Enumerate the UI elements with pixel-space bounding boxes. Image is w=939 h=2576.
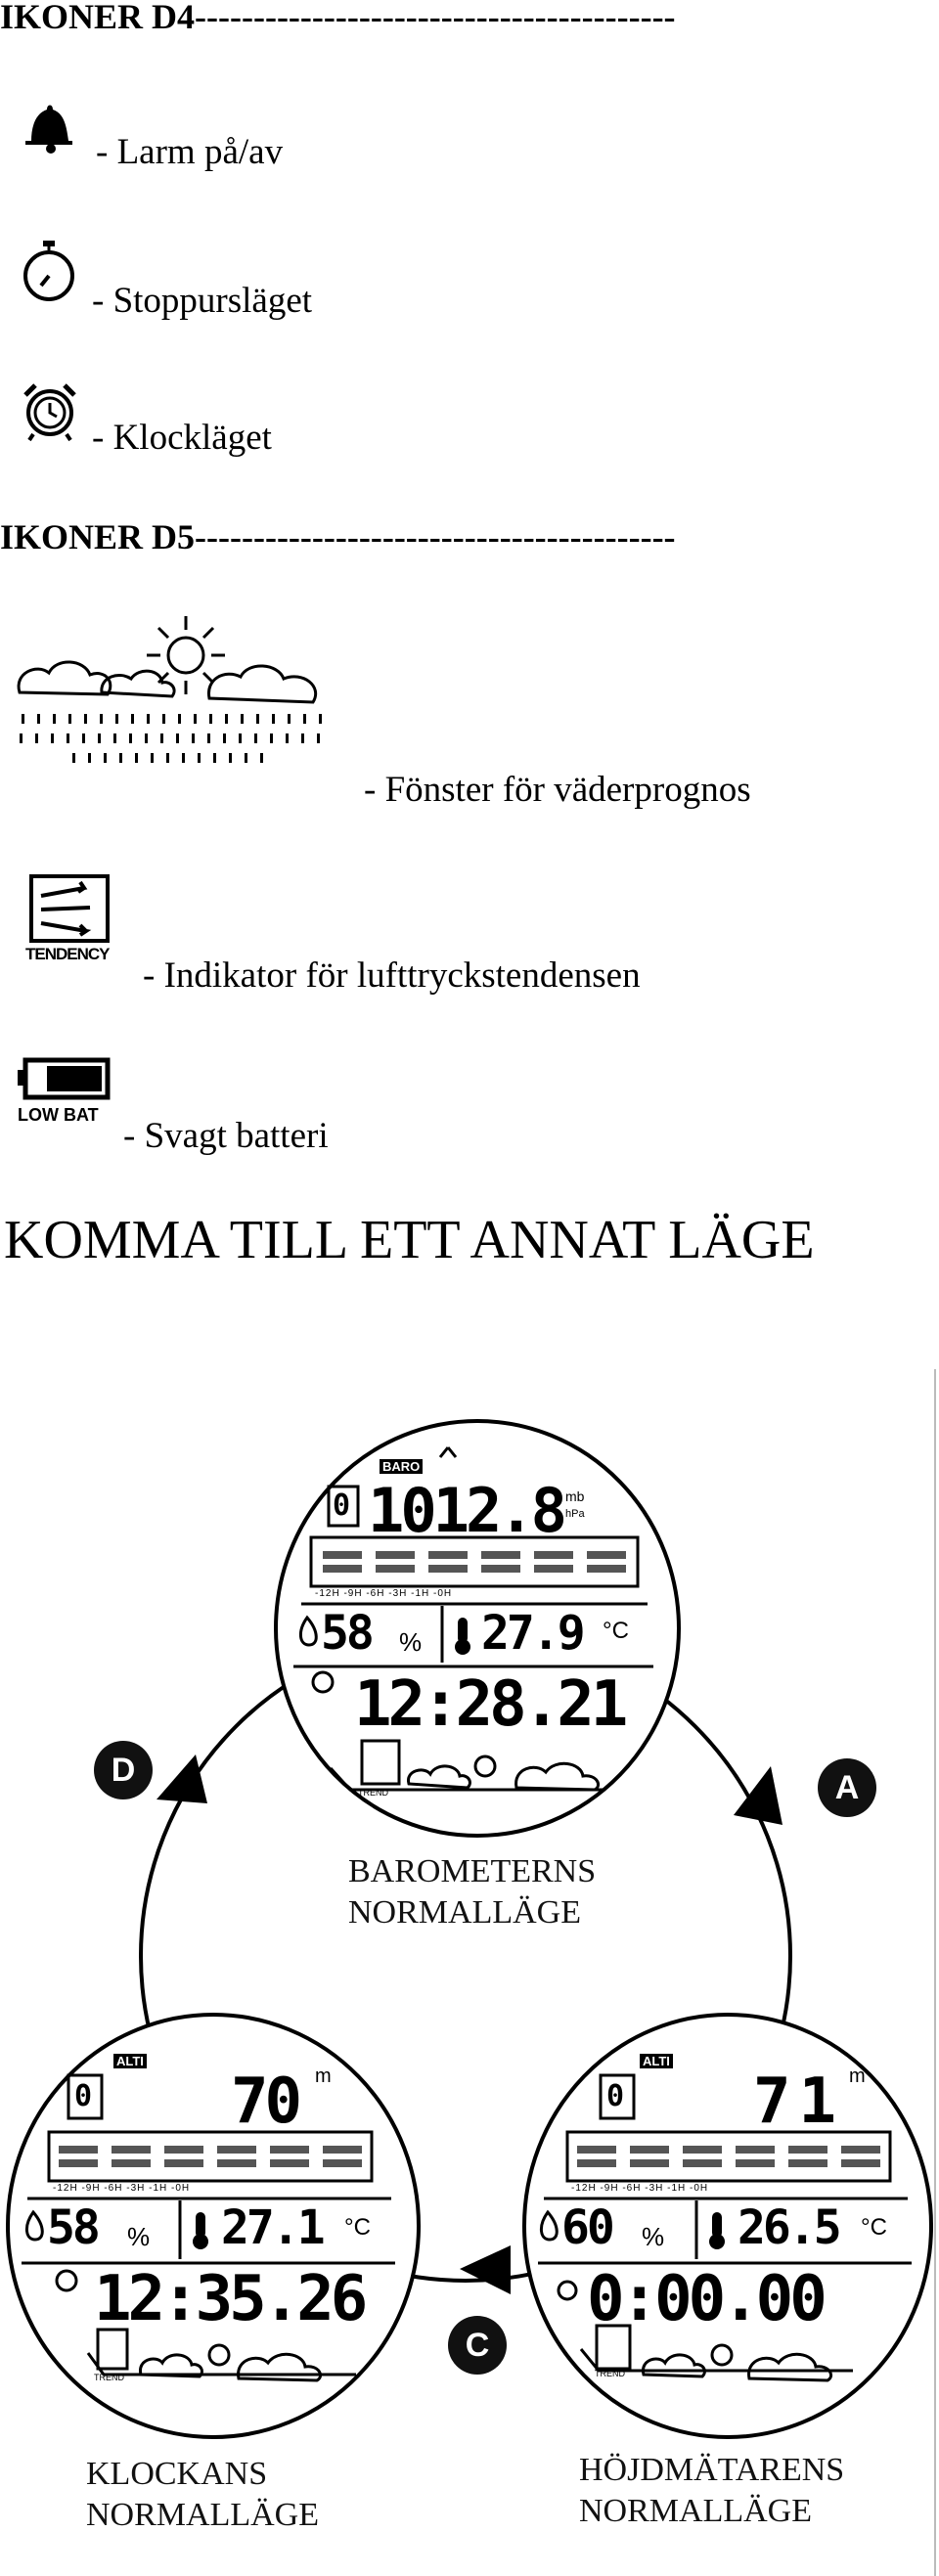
arrow-c — [460, 2245, 511, 2294]
arrow-a — [734, 1766, 782, 1825]
badge-d: D — [94, 1741, 153, 1799]
arrow-d — [156, 1754, 207, 1803]
baro-top-label: BARO — [380, 1459, 423, 1474]
alti-top-label: ALTI — [640, 2054, 673, 2068]
clock-time: 12:35.26 — [94, 2263, 365, 2335]
bell-icon — [18, 98, 78, 158]
baro-unit-hpa: hPa — [565, 1508, 585, 1520]
label-pressure-tendency: - Indikator för lufttryckstendensen — [143, 955, 641, 996]
badge-c: C — [448, 2316, 507, 2375]
baro-trend-label: TREND — [358, 1788, 388, 1798]
alti-temperature: 26.5 — [738, 2200, 839, 2255]
mode-switch-title: KOMMA TILL ETT ANNAT LÄGE — [4, 1210, 815, 1270]
weather-forecast-icon — [14, 612, 336, 778]
heading-icons-d4: IKONER D4----------------------------------------- — [0, 0, 676, 36]
clock-unit-m: m — [315, 2065, 332, 2087]
label-clock-mode: - Klockläget — [92, 418, 272, 458]
watch-clock-mode — [4, 2011, 423, 2441]
label-weather-forecast: - Fönster för väderprognos — [364, 770, 751, 810]
label-stopwatch-mode: - Stoppursläget — [92, 281, 313, 321]
caption-altimeter-line2: NORMALLÄGE — [579, 2493, 812, 2529]
baro-mode-digit: 0 — [333, 1488, 351, 1523]
caption-barometer-line1: BAROMETERNS — [348, 1853, 597, 1889]
clock-humidity: 58 — [47, 2200, 98, 2255]
clock-mode-digit: 0 — [74, 2079, 93, 2113]
caption-altimeter-line1: HÖJDMÄTARENS — [579, 2452, 845, 2488]
alti-axis: -12H -9H -6H -3H -1H -0H — [571, 2183, 709, 2194]
clock-humidity-unit: % — [127, 2222, 151, 2251]
baro-humidity-unit: % — [399, 1627, 423, 1657]
baro-humidity: 58 — [321, 1606, 372, 1661]
watch-barometer-mode — [272, 1418, 683, 1839]
heading-icons-d5: IKONER D5----------------------------------------- — [0, 517, 676, 556]
tendency-icon-text: TENDENCY — [25, 945, 110, 963]
alti-temp-unit: °C — [861, 2214, 887, 2241]
alti-main-value: 71 — [753, 2065, 845, 2138]
clock-top-label: ALTI — [113, 2054, 147, 2068]
caption-barometer-line2: NORMALLÄGE — [348, 1894, 581, 1931]
baro-temperature: 27.9 — [481, 1606, 583, 1661]
label-alarm-toggle: - Larm på/av — [96, 132, 284, 172]
baro-axis: -12H -9H -6H -3H -1H -0H — [315, 1588, 453, 1599]
alti-time: 0:00.00 — [587, 2263, 824, 2335]
alti-unit-m: m — [849, 2065, 866, 2087]
clock-axis: -12H -9H -6H -3H -1H -0H — [53, 2183, 191, 2194]
caption-clock-line1: KLOCKANS — [86, 2456, 268, 2492]
badge-a: A — [818, 1758, 876, 1817]
baro-time: 12:28.21 — [354, 1668, 625, 1741]
baro-unit-mb: mb — [565, 1488, 585, 1504]
alti-humidity-unit: % — [642, 2222, 665, 2251]
alti-mode-digit: 0 — [606, 2079, 625, 2113]
clock-main-value: 70 — [231, 2065, 299, 2138]
alti-humidity: 60 — [561, 2200, 612, 2255]
label-low-battery: - Svagt batteri — [123, 1116, 329, 1156]
watch-altimeter-mode — [520, 2011, 935, 2441]
caption-clock-line2: NORMALLÄGE — [86, 2497, 319, 2533]
clock-trend-label: TREND — [94, 2373, 124, 2382]
alti-trend-label: TREND — [595, 2369, 625, 2378]
baro-temp-unit: °C — [603, 1618, 629, 1644]
low-bat-icon-text: LOW BAT — [18, 1105, 99, 1125]
alarm-clock-icon — [20, 379, 80, 444]
stopwatch-icon — [20, 239, 78, 303]
clock-temp-unit: °C — [344, 2214, 371, 2241]
clock-temperature: 27.1 — [221, 2200, 323, 2255]
baro-main-value: 1012.8 — [368, 1475, 563, 1546]
low-battery-icon — [18, 1056, 112, 1103]
